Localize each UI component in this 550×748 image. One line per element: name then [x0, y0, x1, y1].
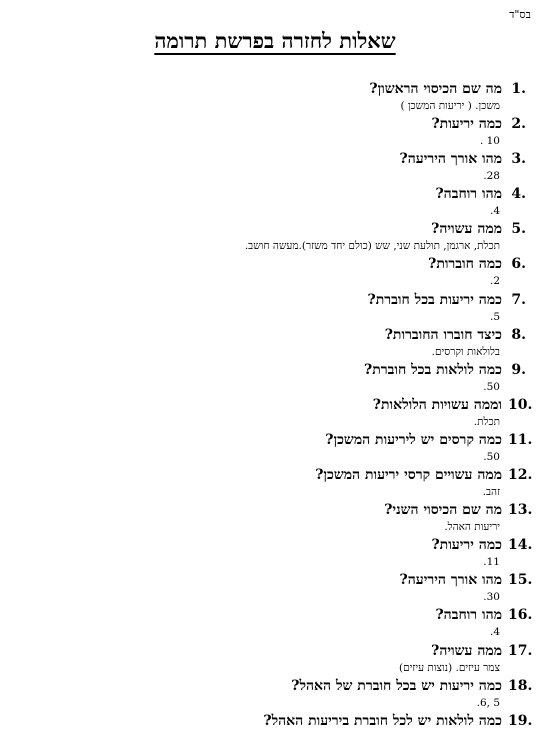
- question-text: מה שם הכיסוי השני?: [384, 502, 502, 519]
- question-item: [176, 572, 533, 607]
- question-item: [176, 467, 533, 502]
- answer-text: 2.: [489, 275, 500, 288]
- question-number: 7.: [511, 291, 526, 308]
- question-text: מהו רוחבה?: [435, 186, 502, 203]
- question-item: [176, 151, 526, 186]
- answer-text: 5 ,6.: [476, 696, 500, 709]
- question-text: כמה חוברות?: [428, 256, 502, 273]
- answer-text: 28.: [483, 170, 500, 183]
- question-text: כמה יריעות יש בכל חוברת של האהל?: [291, 677, 502, 694]
- question-text: כמה לולאות בכל חוברת?: [364, 361, 502, 378]
- question-number: 13.: [508, 502, 533, 519]
- answer-text: זהב.: [482, 486, 500, 499]
- answer-text: תכלת, ארגמן, תולעת שני, שש (כולם יחד משזר).מעשה חושב.: [244, 240, 500, 253]
- question-number: 8.: [511, 326, 526, 343]
- question-number: 14.: [508, 537, 533, 554]
- question-item: [176, 712, 533, 748]
- question-item: [176, 327, 526, 362]
- answer-text: צמר עיזים. (נוצות עיזים): [399, 661, 500, 674]
- question-text: כיצד חוברו החוברות?: [384, 326, 502, 343]
- question-text: וממה עשויות הלולאות?: [372, 396, 502, 413]
- answer-text: בלולאות וקרסים.: [431, 345, 500, 358]
- question-item: [176, 116, 526, 151]
- question-number: 10.: [508, 396, 533, 413]
- question-text: כמה לולאות יש לכל חוברת ביריעות האהל?: [263, 712, 502, 729]
- question-number: 4.: [511, 186, 526, 203]
- question-number: 12.: [508, 467, 533, 484]
- answer-text: 4.: [489, 626, 500, 639]
- question-text: מהו אורך היריעה?: [399, 151, 502, 168]
- question-number: 9.: [511, 361, 526, 378]
- question-text: ממה עשויה?: [431, 221, 502, 238]
- question-text: ממה עשויה?: [431, 642, 502, 659]
- question-number: 18.: [508, 677, 533, 694]
- answer-text: 11.: [483, 556, 500, 569]
- question-text: כמה יריעות בכל חוברת?: [367, 291, 502, 308]
- question-number: 15.: [508, 572, 533, 589]
- question-text: מהו רוחבה?: [435, 607, 502, 624]
- question-item: [176, 642, 533, 678]
- answer-text: יריעות האהל.: [444, 521, 500, 534]
- answer-text: משכן. ( יריעות המשכן ): [400, 100, 500, 112]
- question-list: [176, 81, 533, 748]
- question-number: 5.: [511, 221, 526, 238]
- answer-text: 50.: [483, 450, 500, 463]
- page-title: שאלות לחזרה בפרשת תרומה: [154, 28, 396, 53]
- question-number: 19.: [508, 712, 533, 729]
- question-item: [176, 81, 526, 116]
- question-text: מהו אורך היריעה?: [399, 572, 502, 589]
- answer-text: 10 .: [479, 135, 500, 148]
- question-text: כמה יריעות?: [431, 116, 502, 133]
- question-item: [176, 221, 526, 256]
- question-text: כמה יריעות?: [431, 537, 502, 554]
- answer-text: תכלת.: [473, 415, 500, 428]
- question-number: 3.: [511, 151, 526, 168]
- question-number: 17.: [508, 642, 533, 659]
- question-item: [176, 677, 533, 713]
- question-item: [176, 502, 533, 537]
- question-number: 11.: [508, 431, 533, 448]
- answer-text: 50.: [483, 380, 500, 393]
- question-text: ממה עשויים קרסי יריעות המשכן?: [315, 467, 502, 484]
- question-number: 1.: [511, 81, 526, 97]
- answer-text: 4.: [489, 205, 500, 218]
- question-item: [176, 396, 533, 432]
- question-item: [176, 431, 533, 467]
- question-item: [176, 362, 526, 397]
- bsd-header: בס"ד: [509, 8, 531, 21]
- question-number: 6.: [511, 256, 526, 273]
- question-number: 16.: [508, 607, 533, 624]
- answer-text: 5.: [489, 310, 500, 323]
- question-item: [176, 607, 533, 642]
- question-number: 2.: [511, 116, 526, 133]
- question-item: [176, 292, 526, 327]
- question-text: כמה קרסים יש ליריעות המשכן?: [325, 431, 502, 448]
- question-item: [176, 186, 526, 221]
- answer-text: 30.: [483, 591, 500, 604]
- question-item: [176, 537, 533, 572]
- question-item: [176, 256, 526, 291]
- question-text: מה שם הכיסוי הראשון?: [369, 81, 502, 97]
